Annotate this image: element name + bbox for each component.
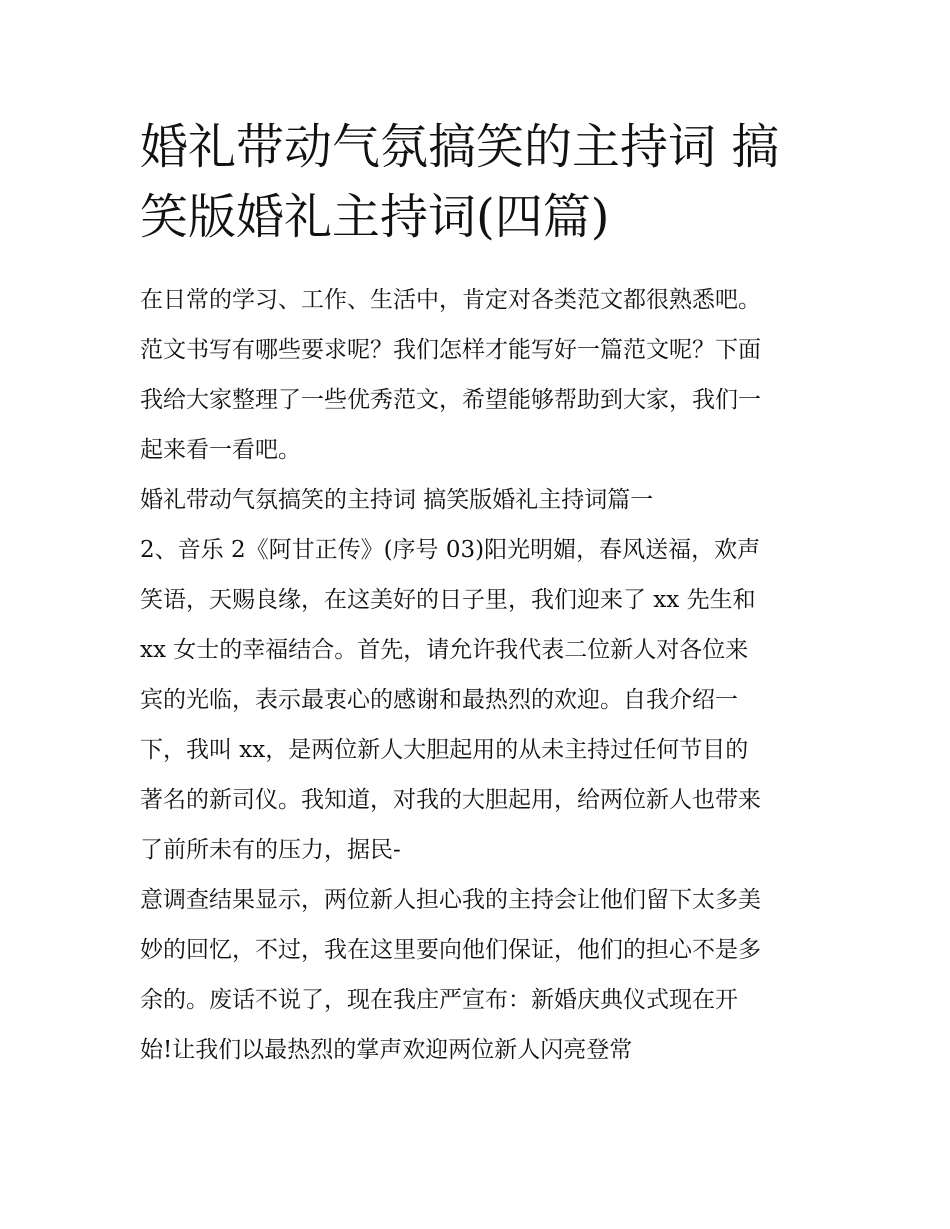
intro-line-2: 范文书写有哪些要求呢？我们怎样才能写好一篇范文呢？下面: [140, 337, 761, 363]
body-line-1: 2、音乐 2《阿甘正传》(序号 03)阳光明媚，春风送福，欢声: [140, 537, 761, 563]
title-line-2: 笑版婚礼主持词(四篇): [140, 189, 610, 245]
intro-line-1: 在日常的学习、工作、生活中，肯定对各类范文都很熟悉吧。: [140, 287, 761, 313]
intro-line-3: 我给大家整理了一些优秀范文，希望能够帮助到大家，我们一: [140, 387, 761, 413]
body-line-8: 意调查结果显示，两位新人担心我的主持会让他们留下太多美: [140, 887, 761, 913]
section-heading: 婚礼带动气氛搞笑的主持词 搞笑版婚礼主持词篇一: [140, 487, 654, 513]
intro-line-4: 起来看一看吧。: [140, 437, 301, 463]
body-line-9: 妙的回忆，不过，我在这里要向他们保证，他们的担心不是多: [140, 937, 761, 963]
body-line-11: 始!让我们以最热烈的掌声欢迎两位新人闪亮登常: [140, 1037, 633, 1063]
body-line-7: 了前所未有的压力，据民-: [140, 837, 401, 863]
body-line-5: 下，我叫 xx，是两位新人大胆起用的从未主持过任何节目的: [140, 737, 749, 763]
body-line-4: 宾的光临，表示最衷心的感谢和最热烈的欢迎。自我介绍一: [140, 687, 738, 713]
body-line-10: 余的。废话不说了，现在我庄严宣布：新婚庆典仪式现在开: [140, 987, 738, 1013]
body-line-2: 笑语，天赐良缘，在这美好的日子里，我们迎来了 xx 先生和: [140, 587, 756, 613]
document-title: [140, 112, 820, 252]
title-line-1: 婚礼带动气氛搞笑的主持词 搞: [140, 119, 780, 175]
body-line-6: 著名的新司仪。我知道，对我的大胆起用，给两位新人也带来: [140, 787, 761, 813]
body-line-3: xx 女士的幸福结合。首先，请允许我代表二位新人对各位来: [140, 637, 749, 663]
